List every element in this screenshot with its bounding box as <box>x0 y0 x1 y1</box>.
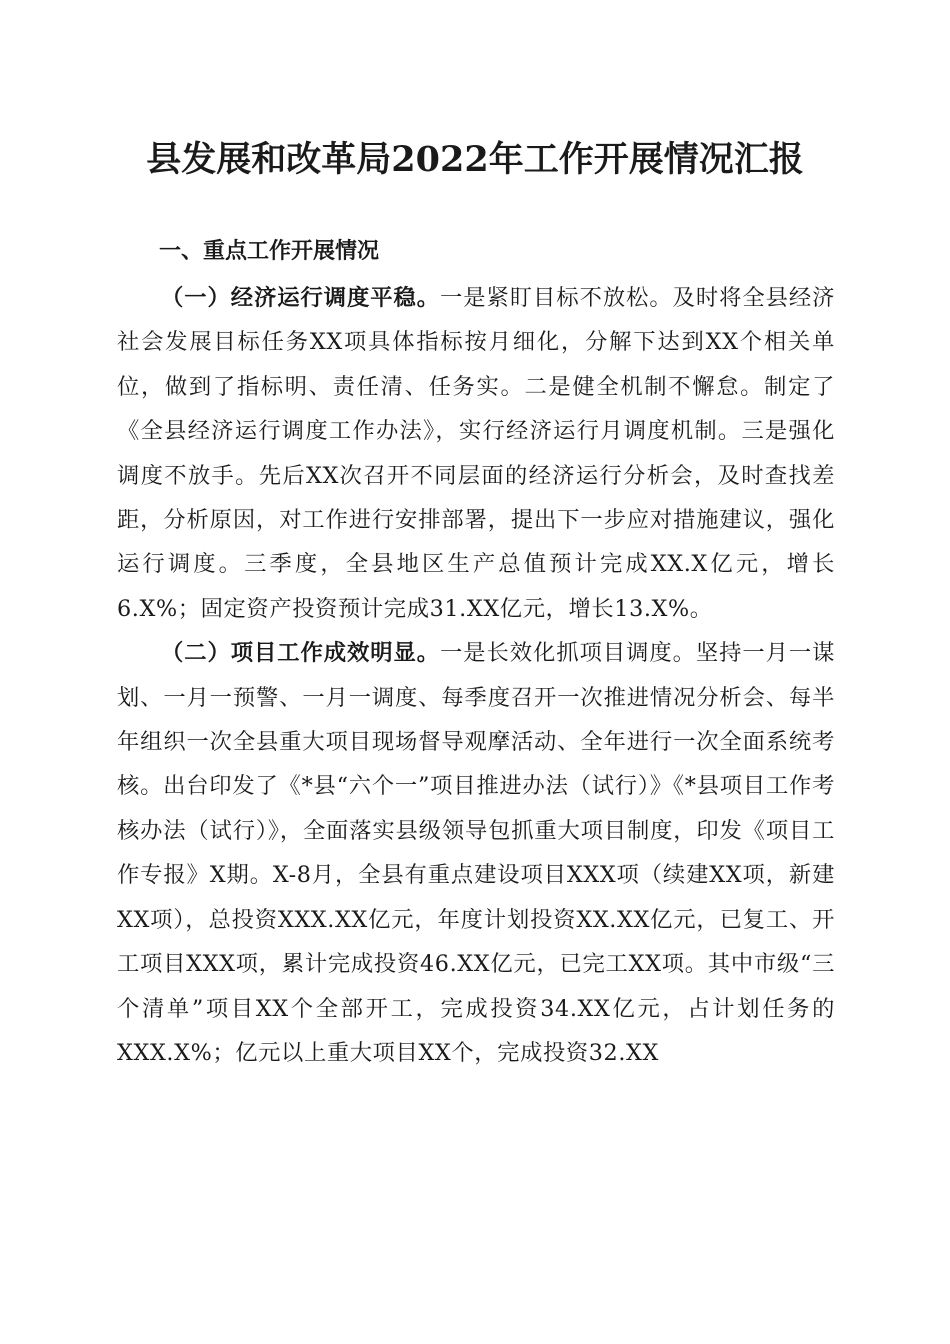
paragraph-heading: （二）项目工作成效明显。 <box>161 640 441 667</box>
document-body <box>117 276 835 1075</box>
paragraph-text: 一是紧盯目标不放松。及时将全县经济社会发展目标任务XX项具体指标按月细化，分解下达到XX个相关单位，做到了指标明、责任清、任务实。二是健全机制不懈怠。制定了《全县经济运行调度工作办法》，实行经济运行月调度机制。三是强化调度不放手。先后XX次召开不同层面的经济运行分析会，及时查找差距，分析原因，对工作进行安排部署，提出下一步应对措施建议，强化运行调度。三季度，全县地区生产总值预计完成XX.X亿元，增长6.X%；固定资产投资预计完成31.XX亿元，增长13.X%。 <box>117 285 835 622</box>
paragraph-project-work <box>117 631 835 1075</box>
section-heading: 一、重点工作开展情况 <box>159 239 380 264</box>
paragraph-heading: （一）经济运行调度平稳。 <box>161 285 441 311</box>
document-title: 县发展和改革局2022年工作开展情况汇报 <box>146 139 804 180</box>
paragraph-text: 一是长效化抓项目调度。坚持一月一谋划、一月一预警、一月一调度、每季度召开一次推进情况分析会、每半年组织一次全县重大项目现场督导观摩活动、全年进行一次全面系统考核。出台印发了《*县“六个一”项目推进办法（试行）》《*县项目工作考核办法（试行）》，全面落实县级领导包抓重大项目制度，印发《项目工作专报》X期。X-8月，全县有重点建设项目XXX项（续建XX项，新建XX项），总投资XXX.XX亿元，年度计划投资XX.XX亿元，已复工、开工项目XXX项，累计完成投资46.XX亿元，已完工XX项。其中市级“三个清单”项目XX个全部开工，完成投资34.XX亿元，占计划任务的XXX.X%；亿元以上重大项目XX个，完成投资32.XX <box>117 640 835 1066</box>
paragraph-economic-operation <box>117 276 835 631</box>
